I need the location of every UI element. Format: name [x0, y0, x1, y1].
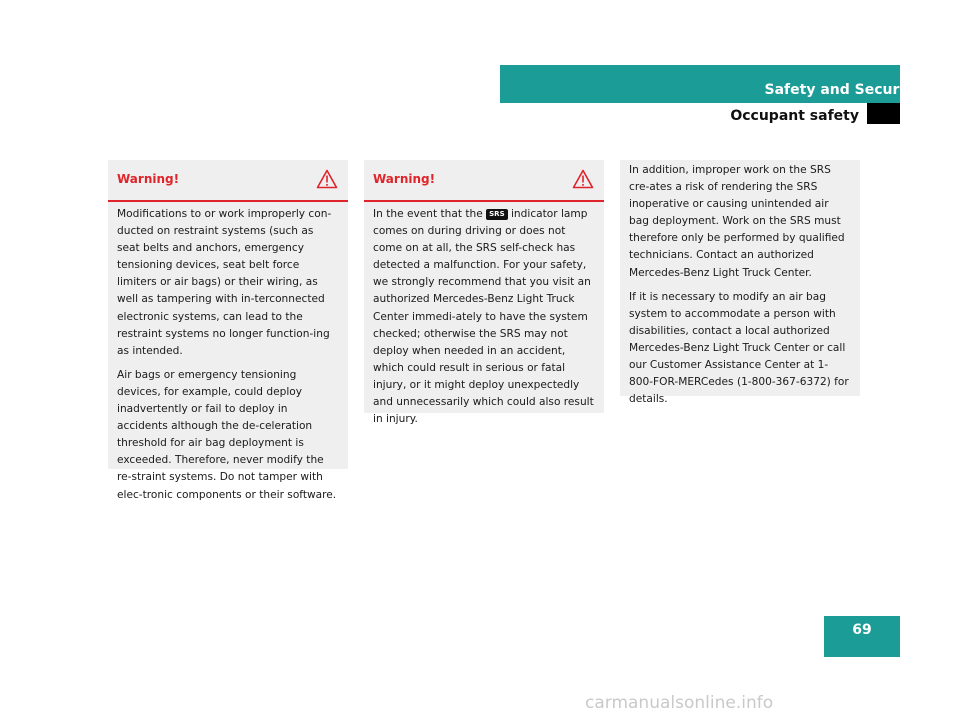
- watermark: carmanualsonline.info: [585, 693, 774, 713]
- warning-triangle-icon: [572, 169, 594, 189]
- text-after-badge: indicator lamp comes on during driving or does not come on at all, the SRS self-check has detected a malfunction. For your safety, we strongly recommend that you visit an authorized Mercedes-Benz Light Truck Center immedi-ately to have the system checked; otherwise the SRS may not deploy when needed in an accident, which could result in serious or fatal injury, or it might deploy unexpectedly and unnecessarily which could also result in injury.: [373, 208, 594, 426]
- warning-triangle-icon: [316, 169, 338, 189]
- warning-header: [364, 160, 604, 202]
- paragraph: Air bags or emergency tensioning devices, for example, could deploy inadvertently or fail to deploy in accidents although the de-celeration threshold for air bag deployment is exceeded. Therefore, never modify the re-straint systems. Do not tamper with elec-tronic components or their software.: [117, 368, 337, 501]
- info-panel-srs-work: [620, 160, 860, 406]
- page-number: 69: [852, 622, 872, 638]
- warning-panel-restraint: [108, 160, 348, 501]
- section-title: Safety and Security: [764, 82, 920, 98]
- page-subtitle: Occupant safety: [730, 108, 859, 124]
- warning-body: [364, 202, 604, 428]
- paragraph: [373, 206, 595, 428]
- warning-label: Warning!: [373, 172, 436, 186]
- paragraph: If it is necessary to modify an air bag system to accommodate a person with disabilities, contact a local authorized Mercedes-Benz Light Truck Center or call our Customer Assistance Center at 1-800-FOR-MERCedes (1-800-367-6372) for details.: [629, 290, 849, 406]
- info-body: [620, 160, 860, 408]
- srs-indicator-icon: SRS: [486, 209, 507, 220]
- warning-panel-srs: [364, 160, 604, 426]
- warning-label: Warning!: [117, 172, 180, 186]
- text-before-badge: In the event that the: [373, 208, 487, 220]
- paragraph: Modifications to or work improperly con-ducted on restraint systems (such as seat belts and anchors, emergency tensioning devices, seat belt force limiters or air bags) or their wiring, as well as tampering with in-terconnected electronic systems, can lead to the restraint systems no longer function-ing as intended.: [117, 208, 332, 357]
- section-tab-marker: [867, 103, 900, 124]
- warning-header: [108, 160, 348, 202]
- paragraph: In addition, improper work on the SRS cre-ates a risk of rendering the SRS inoperative or causing unintended air bag deployment. Work on the SRS must therefore only be performed by qualified technicians. Contact an authorized Mercedes-Benz Light Truck Center.: [629, 164, 845, 279]
- warning-body: [108, 202, 348, 504]
